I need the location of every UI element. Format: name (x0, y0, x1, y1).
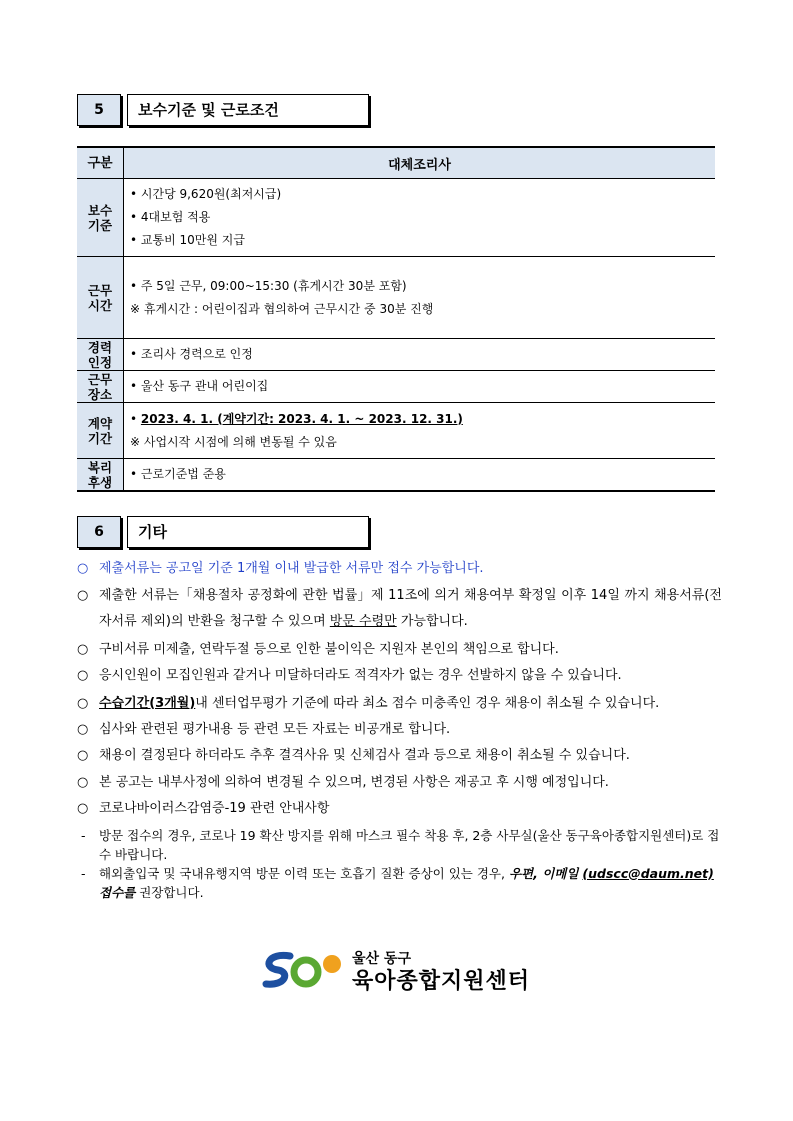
note-item: ○ 심사와 관련된 평가내용 등 관련 모든 자료는 비공개로 합니다. (77, 721, 451, 737)
row-content: • 울산 동구 관내 어린이집 (124, 371, 716, 403)
table-row (77, 459, 715, 492)
row-category: 경력 인정 (77, 339, 124, 371)
row-category: 근무 시간 (77, 257, 124, 339)
sub-note: - 방문 접수의 경우, 코로나 19 확산 방지를 위해 마스크 필수 착용 후, 2층 사무실(울산 동구육아종합지원센터)로 접수 바랍니다. (81, 827, 720, 862)
note-item: ○ 제출한 서류는「채용절차 공정화에 관한 법률」제 11조에 의거 채용여부 확정일 이후 14일 까지 채용서류(전자서류 제외)의 반환을 청구할 수 있으며 방문 수령만 가능합니다. (77, 587, 722, 629)
row-content: • 근로기준법 준용 (124, 459, 716, 492)
logo-district: 울산 동구 (352, 951, 411, 967)
notes-list (77, 556, 722, 902)
section-title: 보수기준 및 근로조건 (127, 94, 369, 126)
sub-note: - 해외출입국 및 국내유행지역 방문 이력 또는 호흡기 질환 증상이 있는 경우, 우편, 이메일 (udscc@daum.net) 접수를 권장합니다. (81, 865, 714, 900)
table-row (77, 339, 715, 371)
table-row (77, 179, 715, 257)
section-title: 기타 (127, 516, 369, 548)
logo-name: 육아종합지원센터 (352, 969, 531, 994)
row-category: 복리 후생 (77, 459, 124, 492)
logo-mark-icon (260, 950, 346, 990)
note-item: ○ 본 공고는 내부사정에 의하여 변경될 수 있으며, 변경된 사항은 재공고 후 시행 예정입니다. (77, 774, 609, 790)
note-item: ○ 수습기간(3개월)내 센터업무평가 기준에 따라 최소 점수 미충족인 경우 채용이 취소될 수 있습니다. (77, 695, 660, 711)
header-position: 대체조리사 (124, 147, 716, 179)
note-item: ○ 코로나바이러스감염증-19 관련 안내사항 (77, 801, 330, 816)
row-content: • 주 5일 근무, 09:00~15:30 (휴게시간 30분 포함) ※ 휴게시간 : 어린이집과 협의하여 근무시간 중 30분 진행 (124, 257, 716, 339)
row-category: 보수 기준 (77, 179, 124, 257)
row-content: • 시간당 9,620원(최저시급) • 4대보험 적용 • 교통비 10만원 지급 (124, 179, 716, 257)
row-category: 계약 기간 (77, 403, 124, 459)
table-row (77, 371, 715, 403)
row-category: 근무 장소 (77, 371, 124, 403)
section-number: 6 (77, 516, 121, 548)
row-content: • 조리사 경력으로 인정 (124, 339, 716, 371)
conditions-table (77, 146, 715, 492)
note-item: ○ 제출서류는 공고일 기준 1개월 이내 발급한 서류만 접수 가능합니다. (77, 561, 484, 576)
contract-date: 2023. 4. 1. (계약기간: 2023. 4. 1. ~ 2023. 12. 31.) (140, 411, 463, 426)
email-link[interactable]: (udscc@daum.net) (582, 865, 714, 881)
section-number: 5 (77, 94, 121, 126)
note-item: ○ 응시인원이 모집인원과 같거나 미달하더라도 적격자가 없는 경우 선발하지 않을 수 있습니다. (77, 668, 622, 683)
note-item: ○ 채용이 결정된다 하더라도 추후 결격사유 및 신체검사 결과 등으로 채용이 취소될 수 있습니다. (77, 748, 630, 763)
center-logo (260, 950, 550, 994)
table-row (77, 257, 715, 339)
table-row (77, 403, 715, 459)
table-header-row (77, 147, 715, 179)
note-item: ○ 구비서류 미제출, 연락두절 등으로 인한 불이익은 지원자 본인의 책임으로 합니다. (77, 641, 559, 657)
header-category: 구분 (77, 147, 124, 179)
row-content: • 2023. 4. 1. (계약기간: 2023. 4. 1. ~ 2023. 12. 31.) ※ 사업시작 시점에 의해 변동될 수 있음 (124, 403, 716, 459)
